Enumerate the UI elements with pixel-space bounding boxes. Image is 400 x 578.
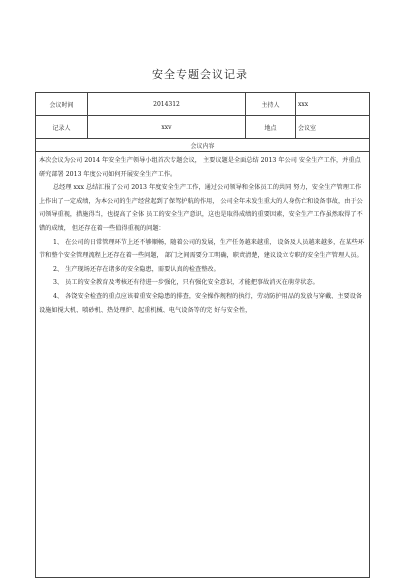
host-value: xxx [296, 93, 370, 116]
recorder-label: 记录人 [36, 116, 88, 139]
content-section-label: 会议内容 [36, 139, 370, 152]
paragraph-issue-2: 2、 生产现场还存在诸多的安全隐患，需要认真的检查整改。 [53, 265, 220, 273]
content-body-row [36, 152, 370, 578]
place-value: 会议室 [296, 116, 370, 139]
meeting-time-value: 2014312 [88, 93, 246, 116]
host-label: 主持人 [246, 93, 296, 116]
paragraph-issue-3: 3、 员工的安全教育及考核还有待进一步强化，只有强化安全意识，才能把事故消灭在萌芽状态。 [53, 279, 319, 287]
paragraph-issue-1: 1、 在公司的日常管理环节上还不够顺畅，随着公司的发展，生产任务越来越重， 设备及人员越来越多，在某些环节和整个安全管理流程上还存在着一些问题， 部门之间需要分工明确，职责清楚，建议设立专职的安全生产管理人员。 [39, 238, 365, 260]
meeting-content [36, 152, 370, 578]
content-header-row [36, 139, 370, 152]
recorder-value: xxv [88, 116, 246, 139]
meeting-time-label: 会议时间 [36, 93, 88, 116]
paragraph-issue-4: 4、 各饶安全检查的重点应该着重安全隐患的排查，安全操作规程的执行，劳动防护用品的发放与穿戴、主要设备设施如搅大机、喷砂机、热处理炉、起重机械、电气设备等的完 好与安全性， [39, 292, 363, 314]
paragraph-summary: 总经理 xxx 总结汇报了公司 2013 年度安全生产工作，通过公司领导和全体员工的共同 努力，安全生产管理工作上作出了一定成绩，为本公司的生产经营起到了保驾护航的作用， 公司全年未发生重大的人身伤亡和设备事故，由于公司领导重视，措施得当，也提高了全体 员工的安全生产意识，这也是取得成绩的重要因素，安全生产工作虽然取得了不错的成绩， 但还存在着一些值得重视的问题： [39, 184, 363, 232]
document-title: 安全专题会议记录 [152, 68, 248, 81]
paragraph-intro: 本次会议为公司 2014 年安全生产领导小组首次专题会议， 主要议题是全面总结 2013 年公司 安全生产工作，并重点研究部署 2013 年度公司如何开展安全生产工作。 [39, 157, 361, 178]
meeting-record-table [35, 92, 370, 578]
place-label: 地点 [246, 116, 296, 139]
header-row-1 [36, 93, 370, 116]
header-row-2 [36, 116, 370, 139]
